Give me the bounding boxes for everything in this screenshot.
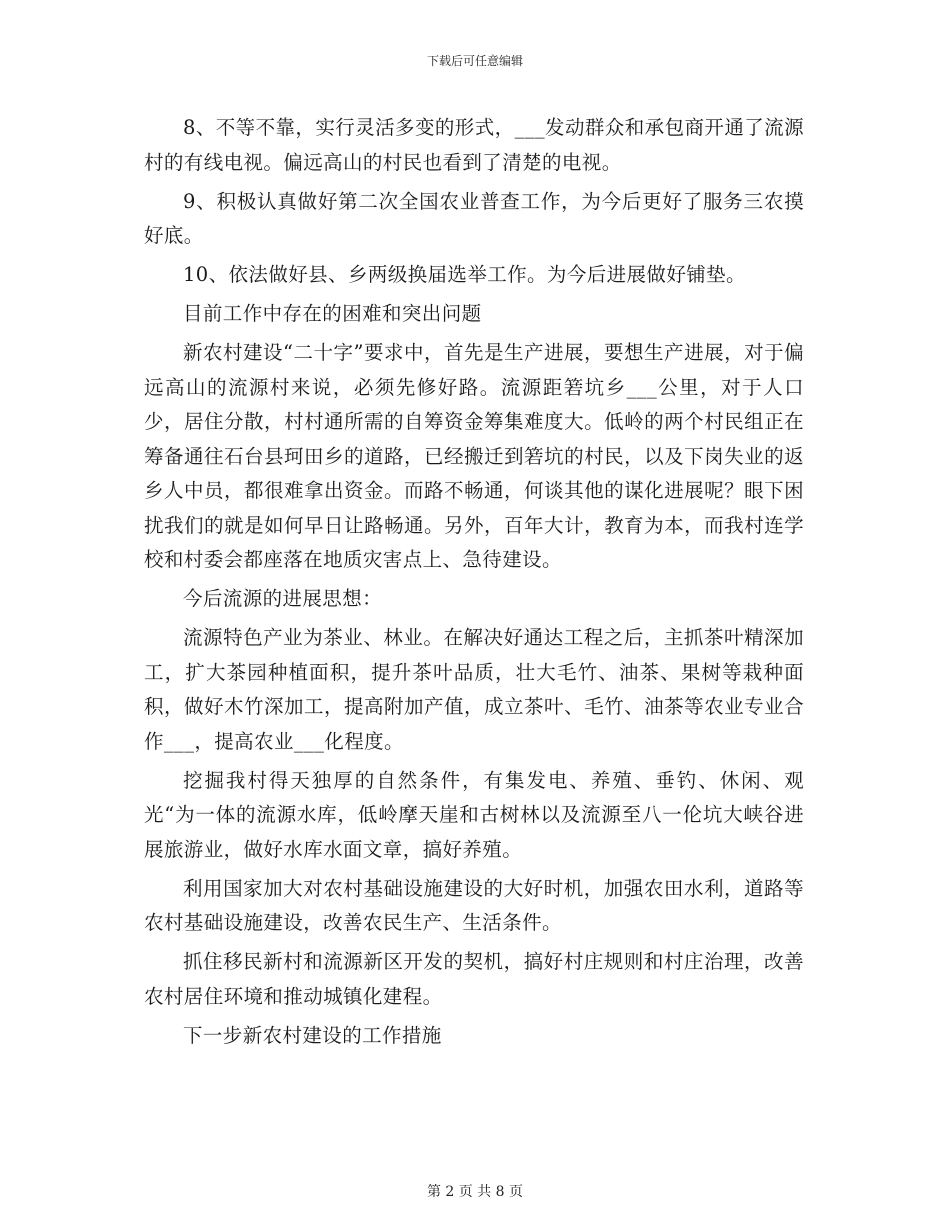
paragraph-tourism: 挖掘我村得天独厚的自然条件，有集发电、养殖、垂钓、休闲、观光“为一体的流源水库，低岭摩天崖和古树林以及流源至八一伦坑大峡谷进展旅游业，做好水库水面文章，搞好养殖。 — [144, 768, 804, 861]
paragraph-item-9: 9、积极认真做好第二次全国农业普查工作，为今后更好了服务三农摸好底。 — [144, 189, 804, 247]
page-header: 下载后可任意编辑 — [426, 54, 523, 68]
section-heading-development: 今后流源的进展思想： — [183, 587, 383, 610]
page-footer: 第 2 页 共 8 页 — [426, 1184, 524, 1200]
paragraph-village-planning: 抓住移民新村和流源新区开发的契机，搞好村庄规则和村庄治理，改善农村居住环境和推动城镇化建程。 — [144, 950, 804, 1008]
paragraph-infrastructure: 利用国家加大对农村基础设施建设的大好时机，加强农田水利，道路等农村基础设施建设，改善农民生产、生活条件。 — [144, 876, 804, 934]
document-body — [144, 111, 804, 1058]
section-heading-measures: 下一步新农村建设的工作措施 — [183, 1023, 442, 1047]
paragraph-item-8: 8、不等不靠，实行灵活多变的形式，___发动群众和承包商开通了流源村的有线电视。偏远高山的村民也看到了清楚的电视。 — [144, 116, 804, 174]
paragraph-item-10: 10、依法做好县、乡两级换届选举工作。为今后进展做好铺垫。 — [183, 263, 746, 286]
section-heading-problems: 目前工作中存在的困难和突出问题 — [183, 302, 482, 325]
paragraph-problems: 新农村建设“二十字”要求中，首先是生产进展，要想生产进展，对于偏远高山的流源村来说，必须先修好路。流源距箬坑乡___公里，对于人口少，居住分散，村村通所需的自筹资金筹集难度大。低岭的两个村民组正在筹备通往石台县珂田乡的道路，已经搬迁到箬坑的村民，以及下岗失业的返乡人中员，都很难拿出资金。而路不畅通，何谈其他的谋化进展呢？眼下困扰我们的就是如何早日让路畅通。另外，百年大计，教育为本，而我村连学校和村委会都座落在地质灾害点上、急待建设。 — [144, 341, 804, 571]
paragraph-industry: 流源特色产业为茶业、林业。在解决好通达工程之后，主抓茶叶精深加工，扩大茶园种植面积，提升茶叶品质，壮大毛竹、油茶、果树等栽种面积，做好木竹深加工，提高附加产值，成立茶叶、毛竹、油茶等农业专业合作___，提高农业___化程度。 — [144, 626, 804, 753]
